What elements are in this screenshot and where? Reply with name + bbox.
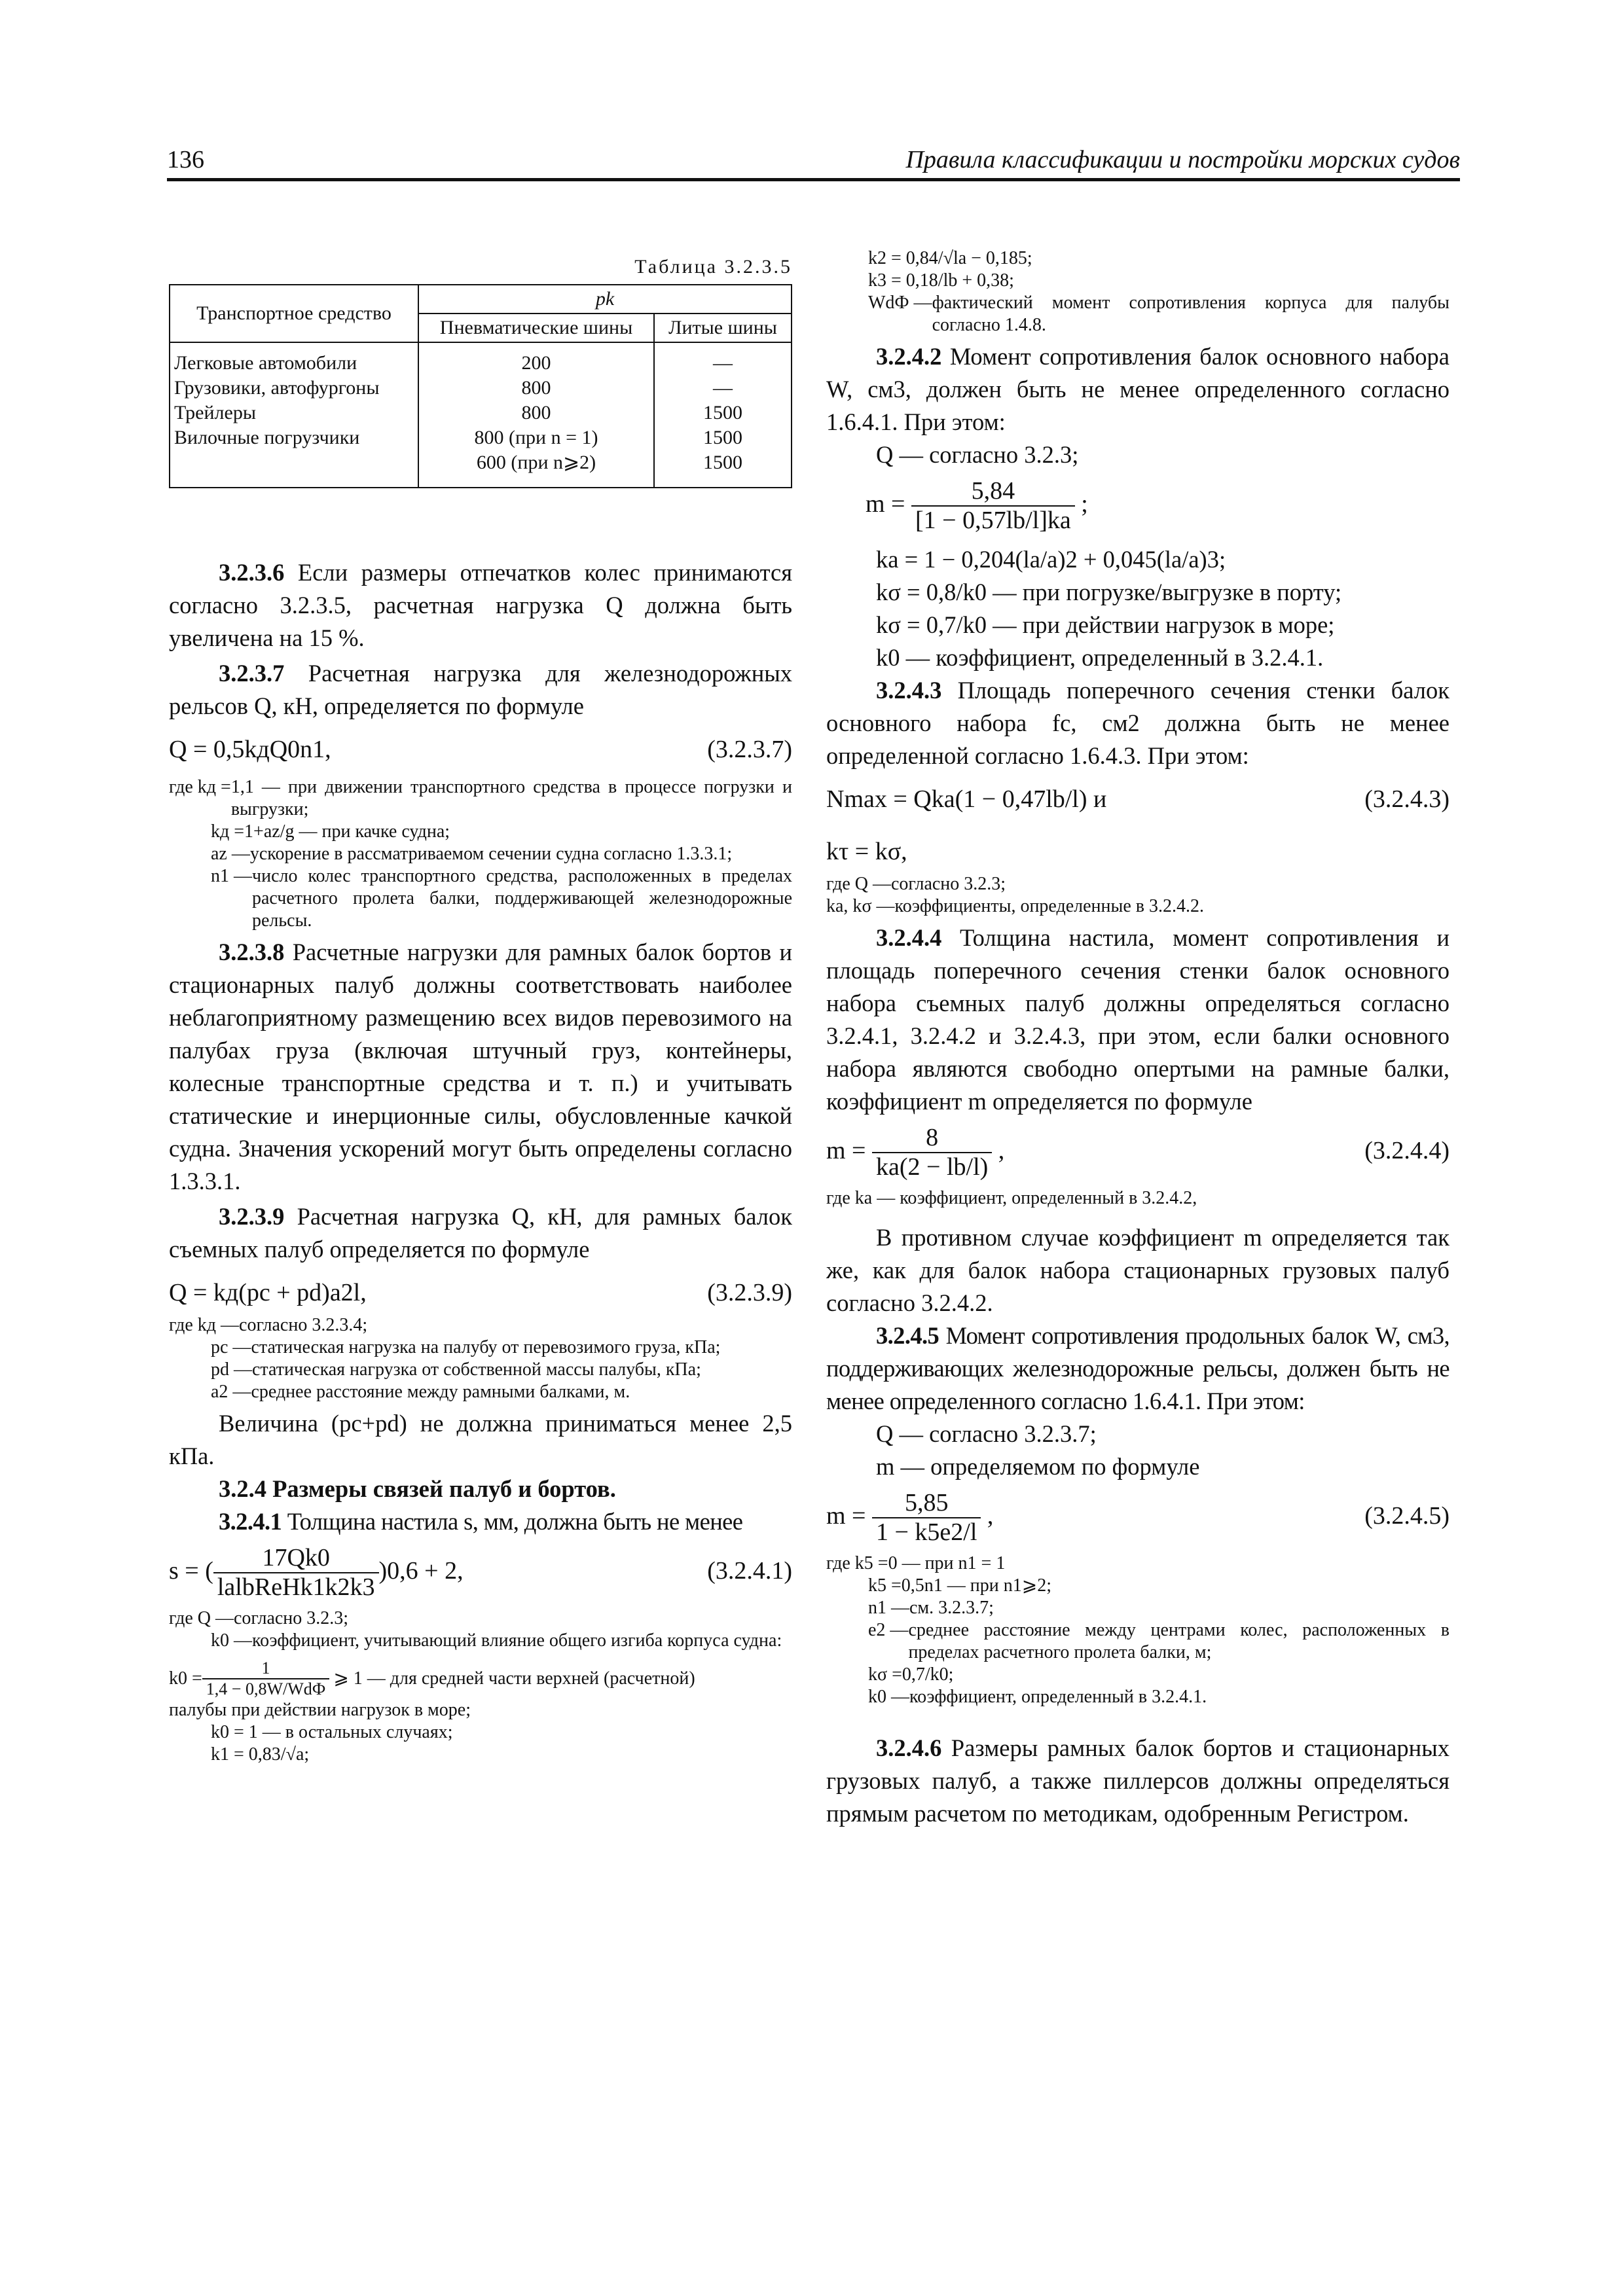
defs-3241: где Q — согласно 3.2.3; k0 — коэффициент, учитывающий влияние общего изгиба корпуса судна: k0 = $\frac{1}{\text{1,4 − 0,8W/WdФ}}$ ⩾ 1 — для средней части верхней (расчетной) палубы при действии нагрузок в море; k0 = 1 — в остальных случаях; k1 = 0,83/√a; [169, 1607, 792, 1766]
formula-3243 [826, 781, 1450, 817]
formula-3237 [169, 732, 792, 767]
formula-3245-number: (3.2.4.5) [1364, 1502, 1450, 1530]
para-3237: 3.2.3.7 Расчетная нагрузка для железнодорожных рельсов Q, кН, определяется по формуле [169, 660, 792, 719]
def-3244: где ka — коэффициент, определенный в 3.2.4.2, [826, 1188, 1197, 1208]
formula-3244-body: m = $\frac{8}{ka(2 - lb/l)}$ , [826, 1123, 1005, 1181]
defs-k2-k3: k2 = 0,84/√la − 0,185; k3 = 0,18/lb + 0,38; WdФ — фактический момент сопротивления корпуса для палубы согласно 1.4.8. [868, 248, 1450, 335]
formula-3237-number: (3.2.3.7) [707, 736, 792, 763]
para-3245: 3.2.4.5 Момент сопротивления продольных балок W, см3, поддерживающих железнодорожные рельсы, должен быть не менее определенного согласно 1.6.4.1. При этом: [826, 1322, 1450, 1414]
formula-3245-body: m = $\frac{5,85}{1 - k5e2/l}$ , [826, 1488, 994, 1547]
table-header-vehicle: Транспортное средство [170, 285, 418, 342]
table-pneumatic-cells: 200 800 800 800 (при n = 1) 600 (при n⩾2) [418, 342, 654, 488]
para-min-value: Величина (pc+pd) не должна приниматься менее 2,5 кПа. [169, 1410, 792, 1469]
formula-3245 [826, 1483, 1450, 1549]
formula-3239-number: (3.2.3.9) [707, 1279, 792, 1306]
formula-3239 [169, 1275, 792, 1310]
formula-3244-number: (3.2.4.4) [1364, 1137, 1450, 1164]
table-solid-cells: — — 1500 1500 1500 [654, 342, 792, 488]
formula-m-3242-body: m = $\frac{5,84}{[1 - 0,57lb/l]ka}$ ; [866, 476, 1088, 535]
header-rule [167, 178, 1460, 181]
heading-324: 3.2.4 Размеры связей палуб и бортов. [219, 1475, 616, 1502]
page-header [167, 145, 1460, 179]
formula-3241 [169, 1538, 792, 1604]
table-vehicle-cells: Легковые автомобили Грузовики, автофургоны Трейлеры Вилочные погрузчики [170, 342, 418, 488]
para-3243: 3.2.4.3 Площадь поперечного сечения стенки балок основного набора fc, см2 должна быть не менее определенной согласно 1.6.4.3. При этом: [826, 677, 1450, 769]
defs-3239: где kд — согласно 3.2.3.4; pc — статическая нагрузка на палубу от перевозимого груза, кПа; pd — статическая нагрузка от собственной массы палубы, кПа; a2 — среднее расстояние между рамными балками, м. [169, 1315, 721, 1402]
q-3237: Q — согласно 3.2.3.7; [876, 1420, 1097, 1447]
ka-def: ka = 1 − 0,204(la/a)2 + 0,045(la/a)3; [876, 546, 1226, 573]
page-number: 136 [167, 146, 204, 173]
para-3244: 3.2.4.4 Толщина настила, момент сопротивления и площадь поперечного сечения стенки балок основного набора съемных палуб должны определяться согласно 3.2.4.1, 3.2.4.2 и 3.2.4.3, при этом, если балки основного набора являются свободно опертыми на рамные балки, коэффициент m определяется по формуле [826, 924, 1450, 1115]
para-3242: 3.2.4.2 Момент сопротивления балок основного набора W, см3, должен быть не менее определенного согласно 1.6.4.1. При этом: [826, 343, 1450, 435]
k0-def: k0 — коэффициент, определенный в 3.2.4.1. [876, 644, 1324, 671]
para-3239: 3.2.3.9 Расчетная нагрузка Q, кН, для рамных балок съемных палуб определяется по формуле [169, 1203, 792, 1263]
formula-ktau: kτ = kσ, [826, 838, 907, 865]
k0-formula: k0 = $\frac{1}{\text{1,4 − 0,8W/WdФ}}$ ⩾ 1 — для средней части верхней (расчетной) [169, 1659, 695, 1698]
formula-m-3242 [826, 471, 1450, 537]
para-else: В противном случае коэффициент m определяется так же, как для балок набора стационарных грузовых палуб согласно 3.2.4.2. [826, 1224, 1450, 1316]
formula-3241-body: s = ( $\frac{17Qk0}{\text{lalbReHk1k2k3}}$ )0,6 + 2, [169, 1543, 464, 1602]
table-body-row [170, 342, 792, 488]
formula-3243-body: Nmax = Qka(1 − 0,47lb/l) и [826, 785, 1107, 813]
running-title: Правила классификации и постройки морских судов [905, 146, 1460, 173]
formula-3243-number: (3.2.4.3) [1364, 785, 1450, 813]
para-3246: 3.2.4.6 Размеры рамных балок бортов и стационарных грузовых палуб, а также пиллерсов должны определяться прямым расчетом по методикам, одобренным Регистром. [826, 1734, 1450, 1827]
defs-3237: где kд = 1,1 — при движении транспортного средства в процессе погрузки и выгрузки; kд = 1+az/g — при качке судна; az — ускорение в рассматриваемом сечении судна согласно 1.3.3.1; n1 — число колес транспортного средства, расположенных в пределах расчетного пролета балки, поддерживающей железнодорожные рельсы. [169, 777, 792, 931]
para-3236: 3.2.3.6 Если размеры отпечатков колес принимаются согласно 3.2.3.5, расчетная нагрузка Q должна быть увеличена на 15 %. [169, 559, 792, 651]
m-formula-intro: m — определяемом по формуле [876, 1453, 1200, 1480]
para-3238: 3.2.3.8 Расчетные нагрузки для рамных балок бортов и стационарных палуб должны соответствовать наиболее неблагоприятному размещению всех видов перевозимого на палубах груза (включая штучный груз, контейнеры, колесные транспортные средства и т. п.) и учитывать статические и инерционные силы, обусловленные качкой судна. Значения ускорений могут быть определены согласно 1.3.3.1. [169, 939, 792, 1194]
left-column [169, 255, 792, 1770]
table-header-solid: Литые шины [654, 314, 792, 342]
table-header-pneumatic: Пневматические шины [418, 314, 654, 342]
table-header-pk: pk [418, 285, 792, 314]
formula-3241-number: (3.2.4.1) [707, 1557, 792, 1585]
q-323: Q — согласно 3.2.3; [876, 441, 1079, 468]
defs-3243: где Q — согласно 3.2.3; ka, kσ — коэффициенты, определенные в 3.2.4.2. [826, 874, 1204, 916]
para-3241: 3.2.4.1 Толщина настила s, мм, должна быть не менее [219, 1508, 743, 1535]
defs-3245: где k5 = 0 — при n1 = 1 k5 = 0,5n1 — при n1⩾2; n1 — см. 3.2.3.7; e2 — среднее расстояние между центрами колес, расположенных в пределах расчетного пролета балки, м; kσ = 0,7/k0; k0 — коэффициент, определенный в 3.2.4.1. [826, 1553, 1450, 1707]
formula-3244 [826, 1118, 1450, 1183]
right-column [826, 247, 1450, 1830]
table-3235 [169, 284, 792, 488]
table-caption: Таблица 3.2.3.5 [634, 256, 792, 278]
ks-sea-def: kσ = 0,7/k0 — при действии нагрузок в море; [876, 611, 1335, 638]
formula-3239-body: Q = kд(pc + pd)a2l, [169, 1279, 367, 1306]
ks-port-def: kσ = 0,8/k0 — при погрузке/выгрузке в порту; [876, 579, 1342, 605]
formula-3237-body: Q = 0,5kдQ0n1, [169, 736, 331, 763]
